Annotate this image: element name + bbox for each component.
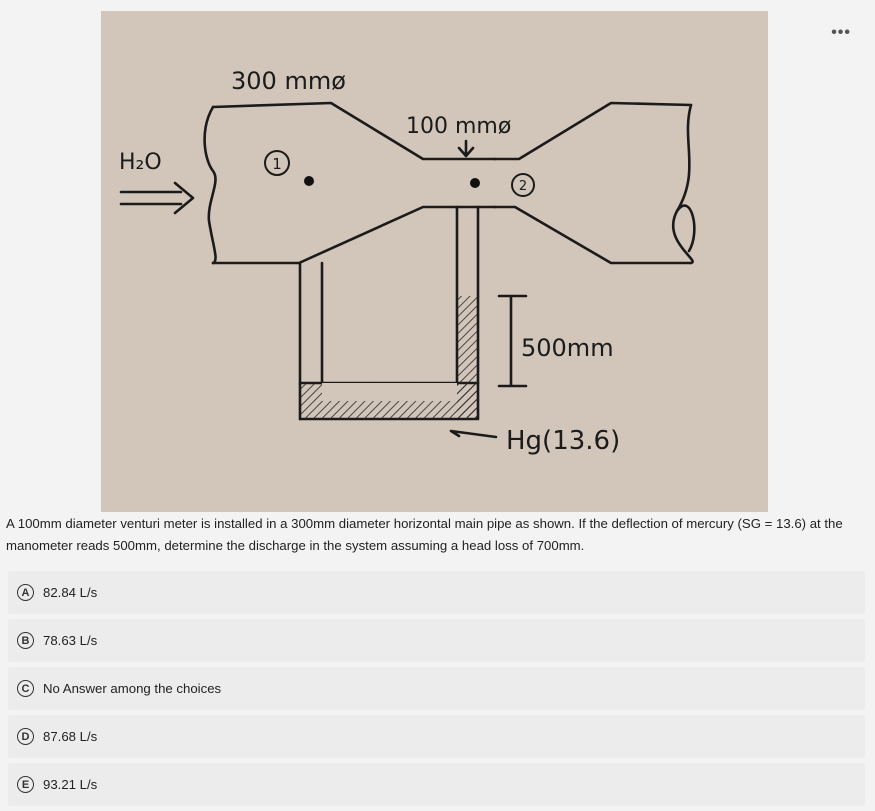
fluid-label: H₂O bbox=[119, 150, 162, 175]
answer-options bbox=[8, 571, 865, 811]
option-a-text: 82.84 L/s bbox=[43, 585, 98, 600]
option-d-letter: D bbox=[17, 728, 34, 745]
option-a-letter: A bbox=[17, 584, 34, 601]
venturi-diagram bbox=[101, 11, 768, 512]
option-e-text: 93.21 L/s bbox=[43, 777, 98, 792]
point-1-label: 1 bbox=[272, 155, 282, 173]
throat-diameter-label: 100 mmø bbox=[406, 114, 512, 139]
venturi-meter-figure bbox=[101, 11, 768, 512]
pipe-diameter-label: 300 mmø bbox=[231, 67, 346, 95]
option-d[interactable] bbox=[8, 715, 865, 758]
option-e[interactable] bbox=[8, 763, 865, 806]
more-options-icon[interactable]: ••• bbox=[831, 24, 851, 41]
option-c-text: No Answer among the choices bbox=[43, 681, 222, 696]
option-b[interactable] bbox=[8, 619, 865, 662]
deflection-label: 500mm bbox=[521, 334, 614, 362]
option-d-text: 87.68 L/s bbox=[43, 729, 98, 744]
option-b-letter: B bbox=[17, 632, 34, 649]
question-text: A 100mm diameter venturi meter is installed in a 300mm diameter horizontal main pipe as shown. If the deflection of mercury (SG = 13.6) at the manometer reads 500mm, determine the discharge in the system assuming a head loss of 700mm. bbox=[6, 516, 843, 553]
option-b-text: 78.63 L/s bbox=[43, 633, 98, 648]
option-e-letter: E bbox=[17, 776, 34, 793]
option-c[interactable] bbox=[8, 667, 865, 710]
option-a[interactable] bbox=[8, 571, 865, 614]
pipe-lower-wall bbox=[213, 207, 495, 263]
point-2-label: 2 bbox=[518, 179, 528, 194]
mercury-label: Hg(13.6) bbox=[506, 426, 621, 456]
point-1-dot bbox=[304, 176, 314, 186]
point-2-dot bbox=[470, 178, 480, 188]
option-c-letter: C bbox=[17, 680, 34, 697]
